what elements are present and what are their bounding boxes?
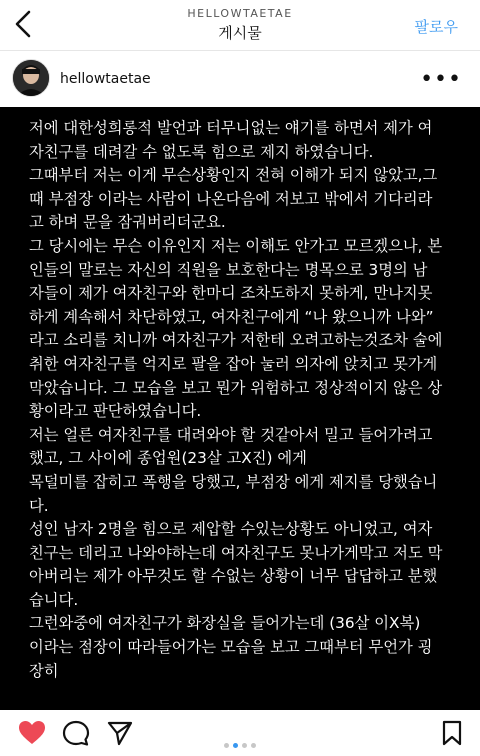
post-text-line: 하게 계속해서 차단하였고, 여자친구에게 “나 왔으니까 나와” <box>29 307 434 326</box>
post-text-line: 목덜미를 잡히고 폭행을 당했고, 부점장 에게 제지를 당했습니 <box>29 472 438 491</box>
follow-button[interactable]: 팔로우 <box>414 18 458 36</box>
avatar-image <box>13 60 49 96</box>
post-text-line: 친구는 데리고 나와야하는데 여자친구도 못나가게막고 저도 막 <box>29 543 443 562</box>
post-text-line: 이라는 점장이 따라들어가는 모습을 보고 그때부터 무언가 굉 <box>29 638 433 657</box>
post-text-line: 장히 <box>29 661 59 680</box>
page-title: 게시물 <box>218 24 262 42</box>
avatar[interactable] <box>12 59 50 97</box>
post-text-line: 저에 대한성희롱적 발언과 터무니없는 얘기를 하면서 제가 여 <box>29 119 433 137</box>
post-text-line: 성인 남자 2명을 힘으로 제압할 수있는상황도 아니었고, 여자 <box>29 520 433 539</box>
post-text-line: 자친구를 데려갈 수 없도록 힘으로 제지 하였습니다. <box>29 142 374 161</box>
more-horizontal-icon[interactable]: ••• <box>420 67 462 92</box>
carousel-dot <box>224 743 229 748</box>
bookmark-icon[interactable] <box>438 720 466 746</box>
heart-icon[interactable] <box>18 720 46 746</box>
post-text-line: 그때부터 저는 이게 무슨상황인지 전혀 이해가 되지 않았고,그 <box>29 166 438 185</box>
post-text-line: 막았습니다. 그 모습을 보고 뭔가 위험하고 정상적이지 않은 상 <box>29 378 443 397</box>
post-text-line: 자들이 제가 여자친구와 한마디 조차도하지 못하게, 만나지못 <box>29 284 433 303</box>
post-text-line: 취한 여자친구를 억지로 팔을 잡아 눌러 의자에 앉치고 못가게 <box>29 354 438 373</box>
carousel-indicator <box>224 733 260 739</box>
post-text-line: 아버리는 제가 아무것도 할 수없는 상황이 너무 답답하고 분했 <box>29 567 438 586</box>
post-text-line: 했고, 그 사이에 종업원(23살 고X진) 에게 <box>29 449 307 468</box>
post-text-line: 저는 얼른 여자친구를 대려와야 할 것같아서 밀고 들어가려고 <box>29 425 433 444</box>
post-text-line: 때 부점장 이라는 사람이 나온다음에 저보고 밖에서 기다리라 <box>29 189 433 208</box>
top-bar <box>0 0 480 50</box>
author-username[interactable]: hellowtaetae <box>60 71 151 87</box>
post-image[interactable] <box>0 107 480 710</box>
post-text-line: 습니다. <box>29 590 79 609</box>
send-icon[interactable] <box>106 720 134 746</box>
post-text-line: 황이라고 판단하였습니다. <box>29 402 202 421</box>
post-text-line: 다. <box>29 496 49 515</box>
header-username: HELLOWTAETAE <box>187 7 293 20</box>
post-text-line: 고 하며 문을 잠궈버리더군요. <box>29 213 226 232</box>
post-text-line: 인들의 말로는 자신의 직원을 보호한다는 명목으로 3명의 남 <box>29 260 428 279</box>
carousel-dot <box>251 743 256 748</box>
post-text <box>29 117 465 683</box>
carousel-dot <box>233 743 238 748</box>
post-author-row <box>0 51 480 107</box>
carousel-dot <box>242 743 247 748</box>
comment-icon[interactable] <box>62 720 90 746</box>
post-text-line: 그 당시에는 무슨 이유인지 저는 이해도 안가고 모르겠으나, 본 <box>29 236 443 255</box>
action-bar <box>0 710 480 756</box>
post-text-line: 그런와중에 여자친구가 화장실을 들어가는데 (36살 이X복) <box>29 614 421 633</box>
post-text-line: 라고 소리를 치니까 여자친구가 저한테 오려고하는것조차 술에 <box>29 331 443 350</box>
